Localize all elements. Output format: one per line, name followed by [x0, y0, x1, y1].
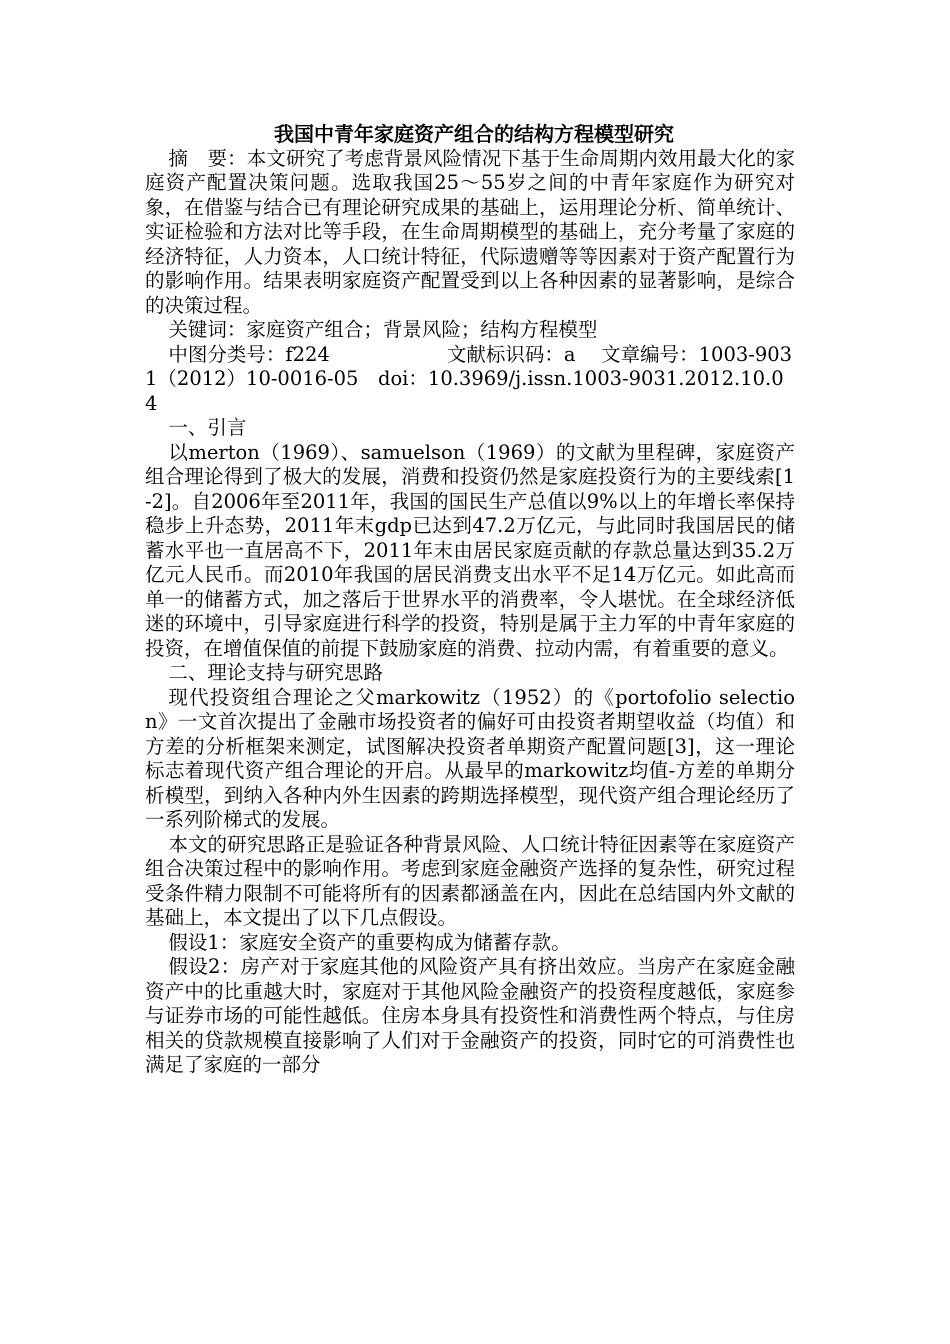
hypothesis-2: 假设2：房产对于家庭其他的风险资产具有挤出效应。当房产在家庭金融资产中的比重越大时，家庭对于其他风险金融资产的投资程度越低，家庭参与证券市场的可能性越低。住房本身具有投资性和消费性两个特点，与住房相关的贷款规模直接影响了人们对于金融资产的投资，同时它的可消费性也满足了家庭的一部分	[145, 955, 795, 1076]
classification-line: 中图分类号：f224 文献标识码：a 文章编号：1003-9031（2012）10-0016-05 doi：10.3969/j.issn.1003-9031.2012.10.04	[145, 342, 793, 415]
section-heading-theory: 二、理论支持与研究思路	[168, 661, 383, 684]
body-paragraph: 现代投资组合理论之父markowitz（1952）的《portofolio selection》一文首次提出了金融市场投资者的偏好可由投资者期望收益（均值）和方差的分析框架来测定，试图解决投资者单期资产配置问题[3]，这一理论标志着现代资产组合理论的开启。从最早的markowitz均值-方差的单期分析模型，到纳入各种内外生因素的跨期选择模型，现代资产组合理论经历了一系列阶梯式的发展。	[145, 685, 795, 831]
abstract-paragraph: 摘 要：本文研究了考虑背景风险情况下基于生命周期内效用最大化的家庭资产配置决策问题。选取我国25～55岁之间的中青年家庭作为研究对象，在借鉴与结合已有理论研究成果的基础上，运用理论分析、简单统计、实证检验和方法对比等手段，在生命周期模型的基础上，充分考量了家庭的经济特征，人力资本，人口统计特征，代际遗赠等等因素对于资产配置行为的影响作用。结果表明家庭资产配置受到以上各种因素的显著影响，是综合的决策过程。	[145, 146, 795, 317]
body-paragraph: 本文的研究思路正是验证各种背景风险、人口统计特征因素等在家庭资产组合决策过程中的影响作用。考虑到家庭金融资产选择的复杂性，研究过程受条件精力限制不可能将所有的因素都涵盖在内，因此在总结国内外文献的基础上，本文提出了以下几点假设。	[145, 832, 795, 929]
document-title: 我国中青年家庭资产组合的结构方程模型研究	[274, 122, 674, 146]
hypothesis-1: 假设1：家庭安全资产的重要构成为储蓄存款。	[168, 930, 571, 954]
document-page	[145, 122, 795, 1078]
keywords-line: 关键词：家庭资产组合；背景风险；结构方程模型	[168, 318, 598, 341]
body-paragraph: 以merton（1969）、samuelson（1969）的文献为里程碑，家庭资产组合理论得到了极大的发展，消费和投资仍然是家庭投资行为的主要线索[1-2]。自2006年至2011年，我国的国民生产总值以9%以上的年增长率保持稳步上升态势，2011年末gdp已达到47.2万亿元，与此同时我国居民的储蓄水平也一直居高不下，2011年末由居民家庭贡献的存款总量达到35.2万亿元人民币。而2010年我国的居民消费支出水平不足14万亿元。如此高而单一的储蓄方式，加之落后于世界水平的消费率，令人堪忧。在全球经济低迷的环境中，引导家庭进行科学的投资，特别是属于主力军的中青年家庭的投资，在增值保值的前提下鼓励家庭的消费、拉动内需，有着重要的意义。	[145, 440, 795, 660]
section-heading-introduction: 一、引言	[168, 416, 247, 439]
